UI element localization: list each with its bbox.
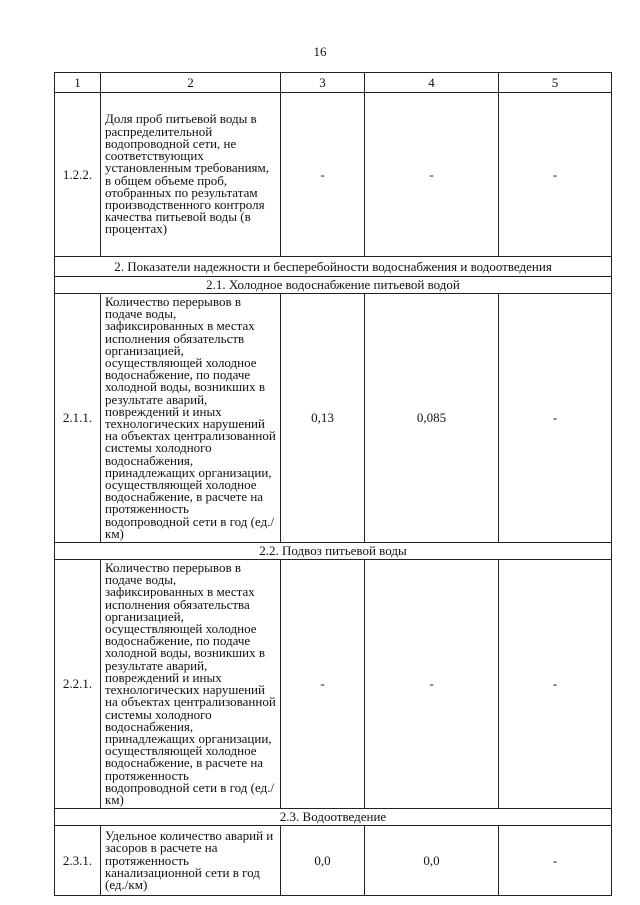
indicators-table [54,72,612,896]
row-number: 2.3.1. [55,826,101,896]
subsection-heading-2-2: 2.2. Подвоз питьевой воды [55,543,612,560]
row-description: Доля проб питьевой воды в распределительной водопроводной сети, не соответствующих установленным требованиям, в общем объеме проб, отобранных по результатам производственного контроля качества питьевой воды (в процентах) [101,93,281,257]
row-description: Удельное количество аварий и засоров в расчете на протяженность канализационной сети в год (ед./км) [101,826,281,896]
value-col-5: - [499,294,612,543]
subsection-heading-2-3: 2.3. Водоотведение [55,809,612,826]
value-col-3: 0,13 [281,294,365,543]
table-row-2-1-1 [55,294,612,543]
page-number: 16 [313,44,327,59]
value-col-5: - [499,560,612,809]
row-number: 2.1.1. [55,294,101,543]
row-number: 1.2.2. [55,93,101,257]
subsection-heading-2-1: 2.1. Холодное водоснабжение питьевой водой [55,277,612,294]
section-heading: 2. Показатели надежности и бесперебойности водоснабжения и водоотведения [55,257,612,277]
value-col-3: 0,0 [281,826,365,896]
header-cell-4: 4 [365,73,499,93]
table-header-row [55,73,612,93]
row-description: Количество перерывов в подаче воды, зафиксированных в местах исполнения обязательства организацией, осуществляющей холодное водоснабжение, по подаче холодной воды, возникших в результате аварий, повреждений и иных технологических нарушений на объектах централизованной системы холодного водоснабжения, принадлежащих организации, осуществляющей холодное водоснабжение, в расчете на протяженность водопроводной сети в год (ед./км) [101,560,281,809]
value-col-4: 0,085 [365,294,499,543]
value-col-4: - [365,560,499,809]
value-col-4: - [365,93,499,257]
header-cell-5: 5 [499,73,612,93]
row-description: Количество перерывов в подаче воды, зафиксированных в местах исполнения обязательств организацией, осуществляющей холодное водоснабжение, по подаче холодной воды, возникших в результате аварий, повреждений и иных технологических нарушений на объектах централизованной системы холодного водоснабжения, принадлежащих организации, осуществляющей холодное водоснабжение, в расчете на протяженность водопроводной сети в год (ед./км) [101,294,281,543]
subsection-heading-row [55,543,612,560]
header-cell-1: 1 [55,73,101,93]
table-row-2-2-1 [55,560,612,809]
value-col-4: 0,0 [365,826,499,896]
subsection-heading-row [55,809,612,826]
value-col-3: - [281,93,365,257]
table-row-2-3-1 [55,826,612,896]
table-row-1-2-2 [55,93,612,257]
header-cell-2: 2 [101,73,281,93]
section-heading-row [55,257,612,277]
value-col-5: - [499,826,612,896]
row-number: 2.2.1. [55,560,101,809]
header-cell-3: 3 [281,73,365,93]
value-col-3: - [281,560,365,809]
value-col-5: - [499,93,612,257]
subsection-heading-row [55,277,612,294]
